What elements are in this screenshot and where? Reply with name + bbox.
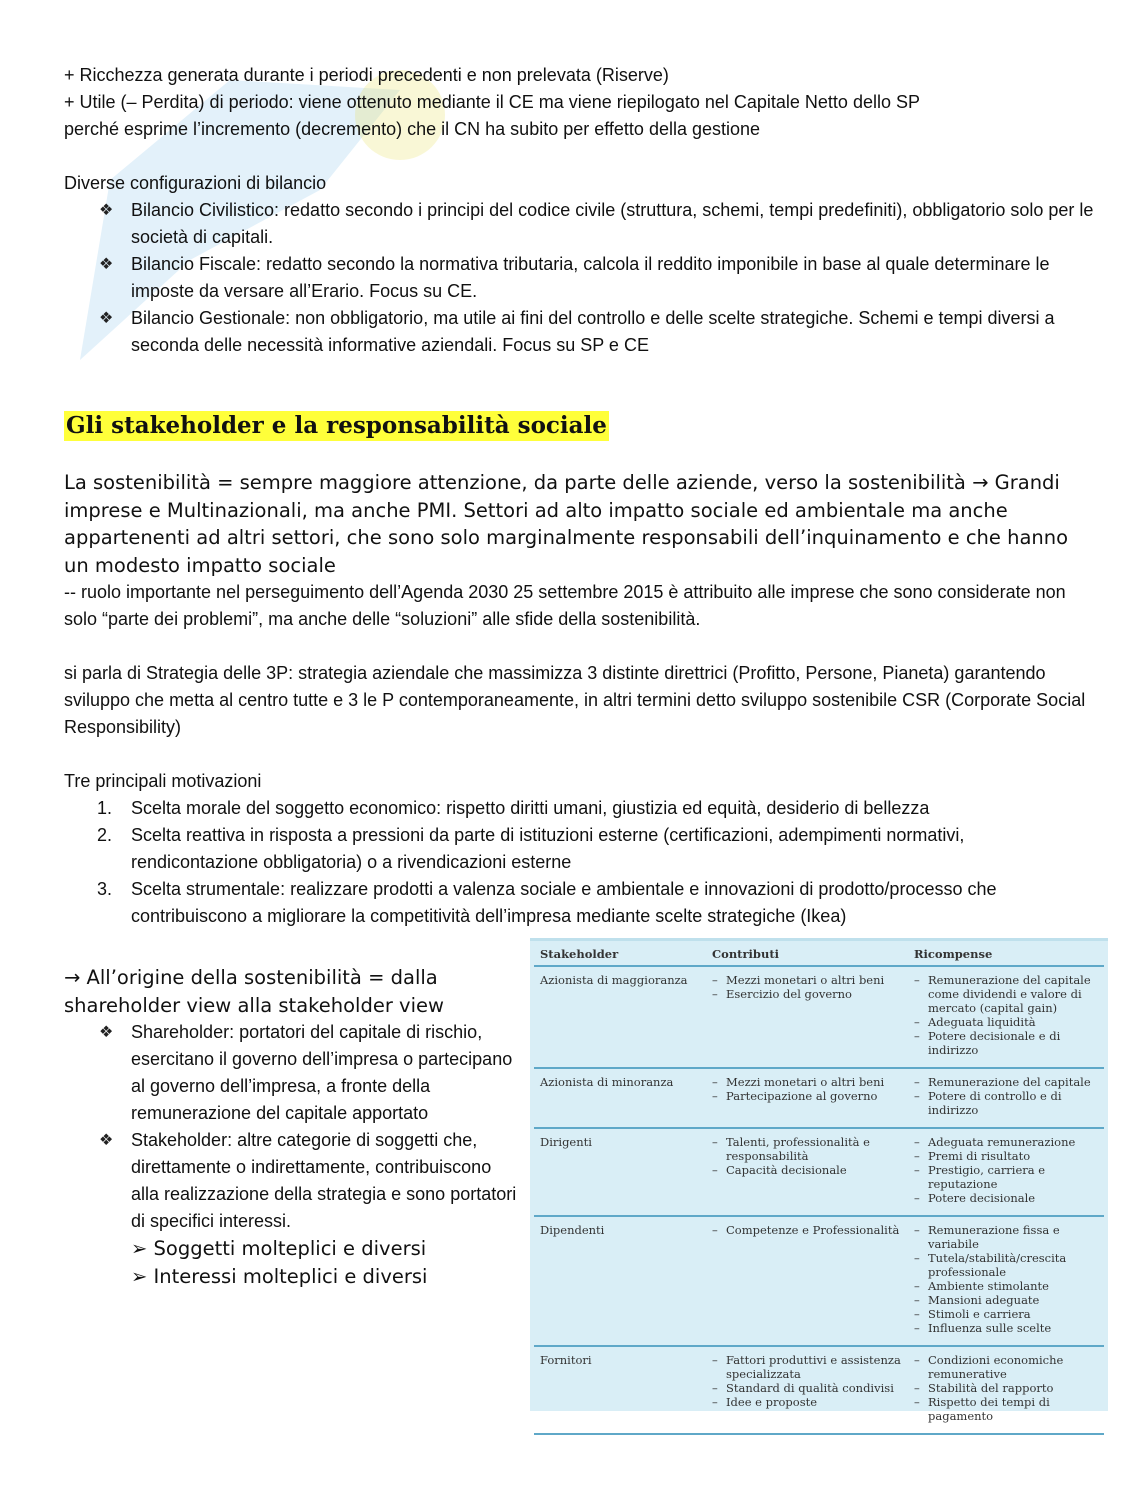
contributi-item: – Idee e proposte <box>712 1395 902 1409</box>
ricompense-item: – Potere decisionale e di indirizzo <box>914 1029 1098 1057</box>
views-column <box>64 938 524 1290</box>
diamond-bullet-icon: ❖ <box>99 1024 114 1041</box>
contributi-cell <box>706 1346 908 1434</box>
table-header-row <box>534 941 1104 966</box>
ricompense-item: – Ambiente stimolante <box>914 1279 1098 1293</box>
ricompense-item: – Mansioni adeguate <box>914 1293 1098 1307</box>
ricompense-item: – Adeguata remunerazione <box>914 1135 1098 1149</box>
list-item: ➢ Interessi molteplici e diversi <box>131 1264 428 1288</box>
list-item: ❖ Bilancio Fiscale: redatto secondo la normativa tributaria, calcola il reddito imponibile in base al quale determinare le imposte da versare all’Erario. Focus su CE. <box>64 251 1094 305</box>
stakeholder-cell: Dirigenti <box>534 1128 706 1216</box>
stakeholder-cell: Azionista di maggioranza <box>534 966 706 1068</box>
ricompense-item: – Prestigio, carriera e reputazione <box>914 1163 1098 1191</box>
bottom-section <box>64 938 1094 1423</box>
ricompense-item: – Remunerazione fissa e variabile <box>914 1223 1098 1251</box>
sostenibilita-paragraph: La sostenibilità = sempre maggiore attenzione, da parte delle aziende, verso la sostenibilità → Grandi imprese e Multinazionali, ma anche PMI. Settori ad alto impatto sociale ed ambientale ma anche appartenenti ad altri settori, che sono solo marginalmente responsabili dell’inquinamento e che hanno un modesto impatto sociale <box>64 471 1069 577</box>
intro-line-1: + Ricchezza generata durante i periodi precedenti e non prelevata (Riserve) <box>64 65 669 85</box>
contributi-cell <box>706 1068 908 1128</box>
list-item: ❖ Shareholder: portatori del capitale di rischio, esercitano il governo dell’impresa o partecipano al governo dell’impresa, a fronte della remunerazione del capitale apportato <box>64 1019 524 1127</box>
arrow-bullet-icon: ➢ <box>131 1237 148 1260</box>
stakeholder-table-figure <box>530 938 1108 1423</box>
ricompense-item: – Premi di risultato <box>914 1149 1098 1163</box>
table-row <box>534 1068 1104 1128</box>
document-page <box>64 62 1094 1423</box>
list-item: 3. Scelta strumentale: realizzare prodotti a valenza sociale e ambientale e innovazioni di prodotto/processo che contribuiscono a migliorare la competitività dell’impresa mediante scelte strategiche (Ikea) <box>97 879 997 926</box>
ricompense-cell <box>908 1346 1104 1434</box>
list-item: 2. Scelta reattiva in risposta a pressioni da parte di istituzioni esterne (certificazioni, adempimenti normativi, rendicontazione obbligatoria) o a rivendicazioni esterne <box>97 825 965 872</box>
contributi-item: – Capacità decisionale <box>712 1163 902 1177</box>
ricompense-cell <box>908 1216 1104 1346</box>
stakeholder-cell: Fornitori <box>534 1346 706 1434</box>
section-heading: Gli stakeholder e la responsabilità sociale <box>66 412 607 439</box>
strategia-paragraph: si parla di Strategia delle 3P: strategia aziendale che massimizza 3 distinte direttrici (Profitto, Persone, Pianeta) garantendo sviluppo che metta al centro tutte e 3 le P contemporaneamente, in altri termini detto sviluppo sostenibile CSR (Corporate Social Responsibility) <box>64 663 1086 737</box>
agenda-paragraph: -- ruolo importante nel perseguimento dell’Agenda 2030 25 settembre 2015 è attribuito alle imprese che sono considerate non solo “parte dei problemi”, ma anche delle “soluzioni” alle sfide della sostenibilità. <box>64 582 1066 629</box>
ricompense-item: – Stabilità del rapporto <box>914 1381 1098 1395</box>
sub-list <box>64 1235 524 1290</box>
motivazioni-title: Tre principali motivazioni <box>64 771 262 791</box>
ricompense-item: – Influenza sulle scelte <box>914 1321 1098 1335</box>
list-item: 1. Scelta morale del soggetto economico: rispetto diritti umani, giustizia ed equità, desiderio di bellezza <box>97 798 930 818</box>
contributi-item: – Mezzi monetari o altri beni <box>712 1075 902 1089</box>
motivazioni-list <box>64 795 1094 930</box>
ricompense-item: – Potere di controllo e di indirizzo <box>914 1089 1098 1117</box>
configurazioni-list <box>64 197 1094 359</box>
column-header: Contributi <box>706 941 908 966</box>
diamond-bullet-icon: ❖ <box>99 256 114 273</box>
table-row <box>534 966 1104 1068</box>
diamond-bullet-icon: ❖ <box>99 202 114 219</box>
diamond-bullet-icon: ❖ <box>99 310 114 327</box>
list-item: ➢ Soggetti molteplici e diversi <box>131 1237 427 1260</box>
contributi-cell <box>706 1216 908 1346</box>
diamond-bullet-icon: ❖ <box>99 1132 114 1149</box>
intro-line-2: + Utile (– Perdita) di periodo: viene ottenuto mediante il CE ma viene riepilogato nel Capitale Netto dello SP <box>64 92 920 112</box>
list-item: ❖ Bilancio Gestionale: non obbligatorio, ma utile ai fini del controllo e delle scelte strategiche. Schemi e tempi diversi a seconda delle necessità informative aziendali. Focus su SP e CE <box>64 305 1094 359</box>
contributi-item: – Standard di qualità condivisi <box>712 1381 902 1395</box>
stakeholder-cell: Azionista di minoranza <box>534 1068 706 1128</box>
ricompense-item: – Potere decisionale <box>914 1191 1098 1205</box>
list-item: ❖ Stakeholder: altre categorie di soggetti che, direttamente o indirettamente, contribuiscono alla realizzazione della strategia e sono portatori di specifici interessi. <box>64 1127 524 1235</box>
contributi-item: – Talenti, professionalità e responsabilità <box>712 1135 902 1163</box>
intro-line-3: perché esprime l’incremento (decremento) che il CN ha subito per effetto della gestione <box>64 119 761 139</box>
origine-paragraph: → All’origine della sostenibilità = dalla shareholder view alla stakeholder view <box>64 966 444 1017</box>
list-item: ❖ Bilancio Civilistico: redatto secondo i principi del codice civile (struttura, schemi, tempi predefiniti), obbligatorio solo per le società di capitali. <box>64 197 1094 251</box>
contributi-cell <box>706 966 908 1068</box>
ricompense-item: – Remunerazione del capitale come dividendi e valore di mercato (capital gain) <box>914 973 1098 1015</box>
ricompense-item: – Remunerazione del capitale <box>914 1075 1098 1089</box>
ricompense-item: – Tutela/stabilità/crescita professionale <box>914 1251 1098 1279</box>
contributi-cell <box>706 1128 908 1216</box>
ricompense-item: – Stimoli e carriera <box>914 1307 1098 1321</box>
table-row <box>534 1216 1104 1346</box>
contributi-item: – Partecipazione al governo <box>712 1089 902 1103</box>
stakeholder-cell: Dipendenti <box>534 1216 706 1346</box>
column-header: Ricompense <box>908 941 1104 966</box>
ricompense-cell <box>908 1128 1104 1216</box>
ricompense-item: – Condizioni economiche remunerative <box>914 1353 1098 1381</box>
contributi-item: – Esercizio del governo <box>712 987 902 1001</box>
table-row <box>534 1346 1104 1434</box>
stakeholder-table <box>534 941 1104 1435</box>
table-row <box>534 1128 1104 1216</box>
ricompense-item: – Adeguata liquidità <box>914 1015 1098 1029</box>
configurazioni-title: Diverse configurazioni di bilancio <box>64 173 327 193</box>
ricompense-cell <box>908 966 1104 1068</box>
ricompense-cell <box>908 1068 1104 1128</box>
table-body <box>534 966 1104 1434</box>
arrow-bullet-icon: ➢ <box>131 1264 148 1288</box>
views-list <box>64 1019 524 1235</box>
contributi-item: – Competenze e Professionalità <box>712 1223 902 1237</box>
contributi-item: – Fattori produttivi e assistenza specializzata <box>712 1353 902 1381</box>
column-header: Stakeholder <box>534 941 706 966</box>
contributi-item: – Mezzi monetari o altri beni <box>712 973 902 987</box>
ricompense-item: – Rispetto dei tempi di pagamento <box>914 1395 1098 1423</box>
